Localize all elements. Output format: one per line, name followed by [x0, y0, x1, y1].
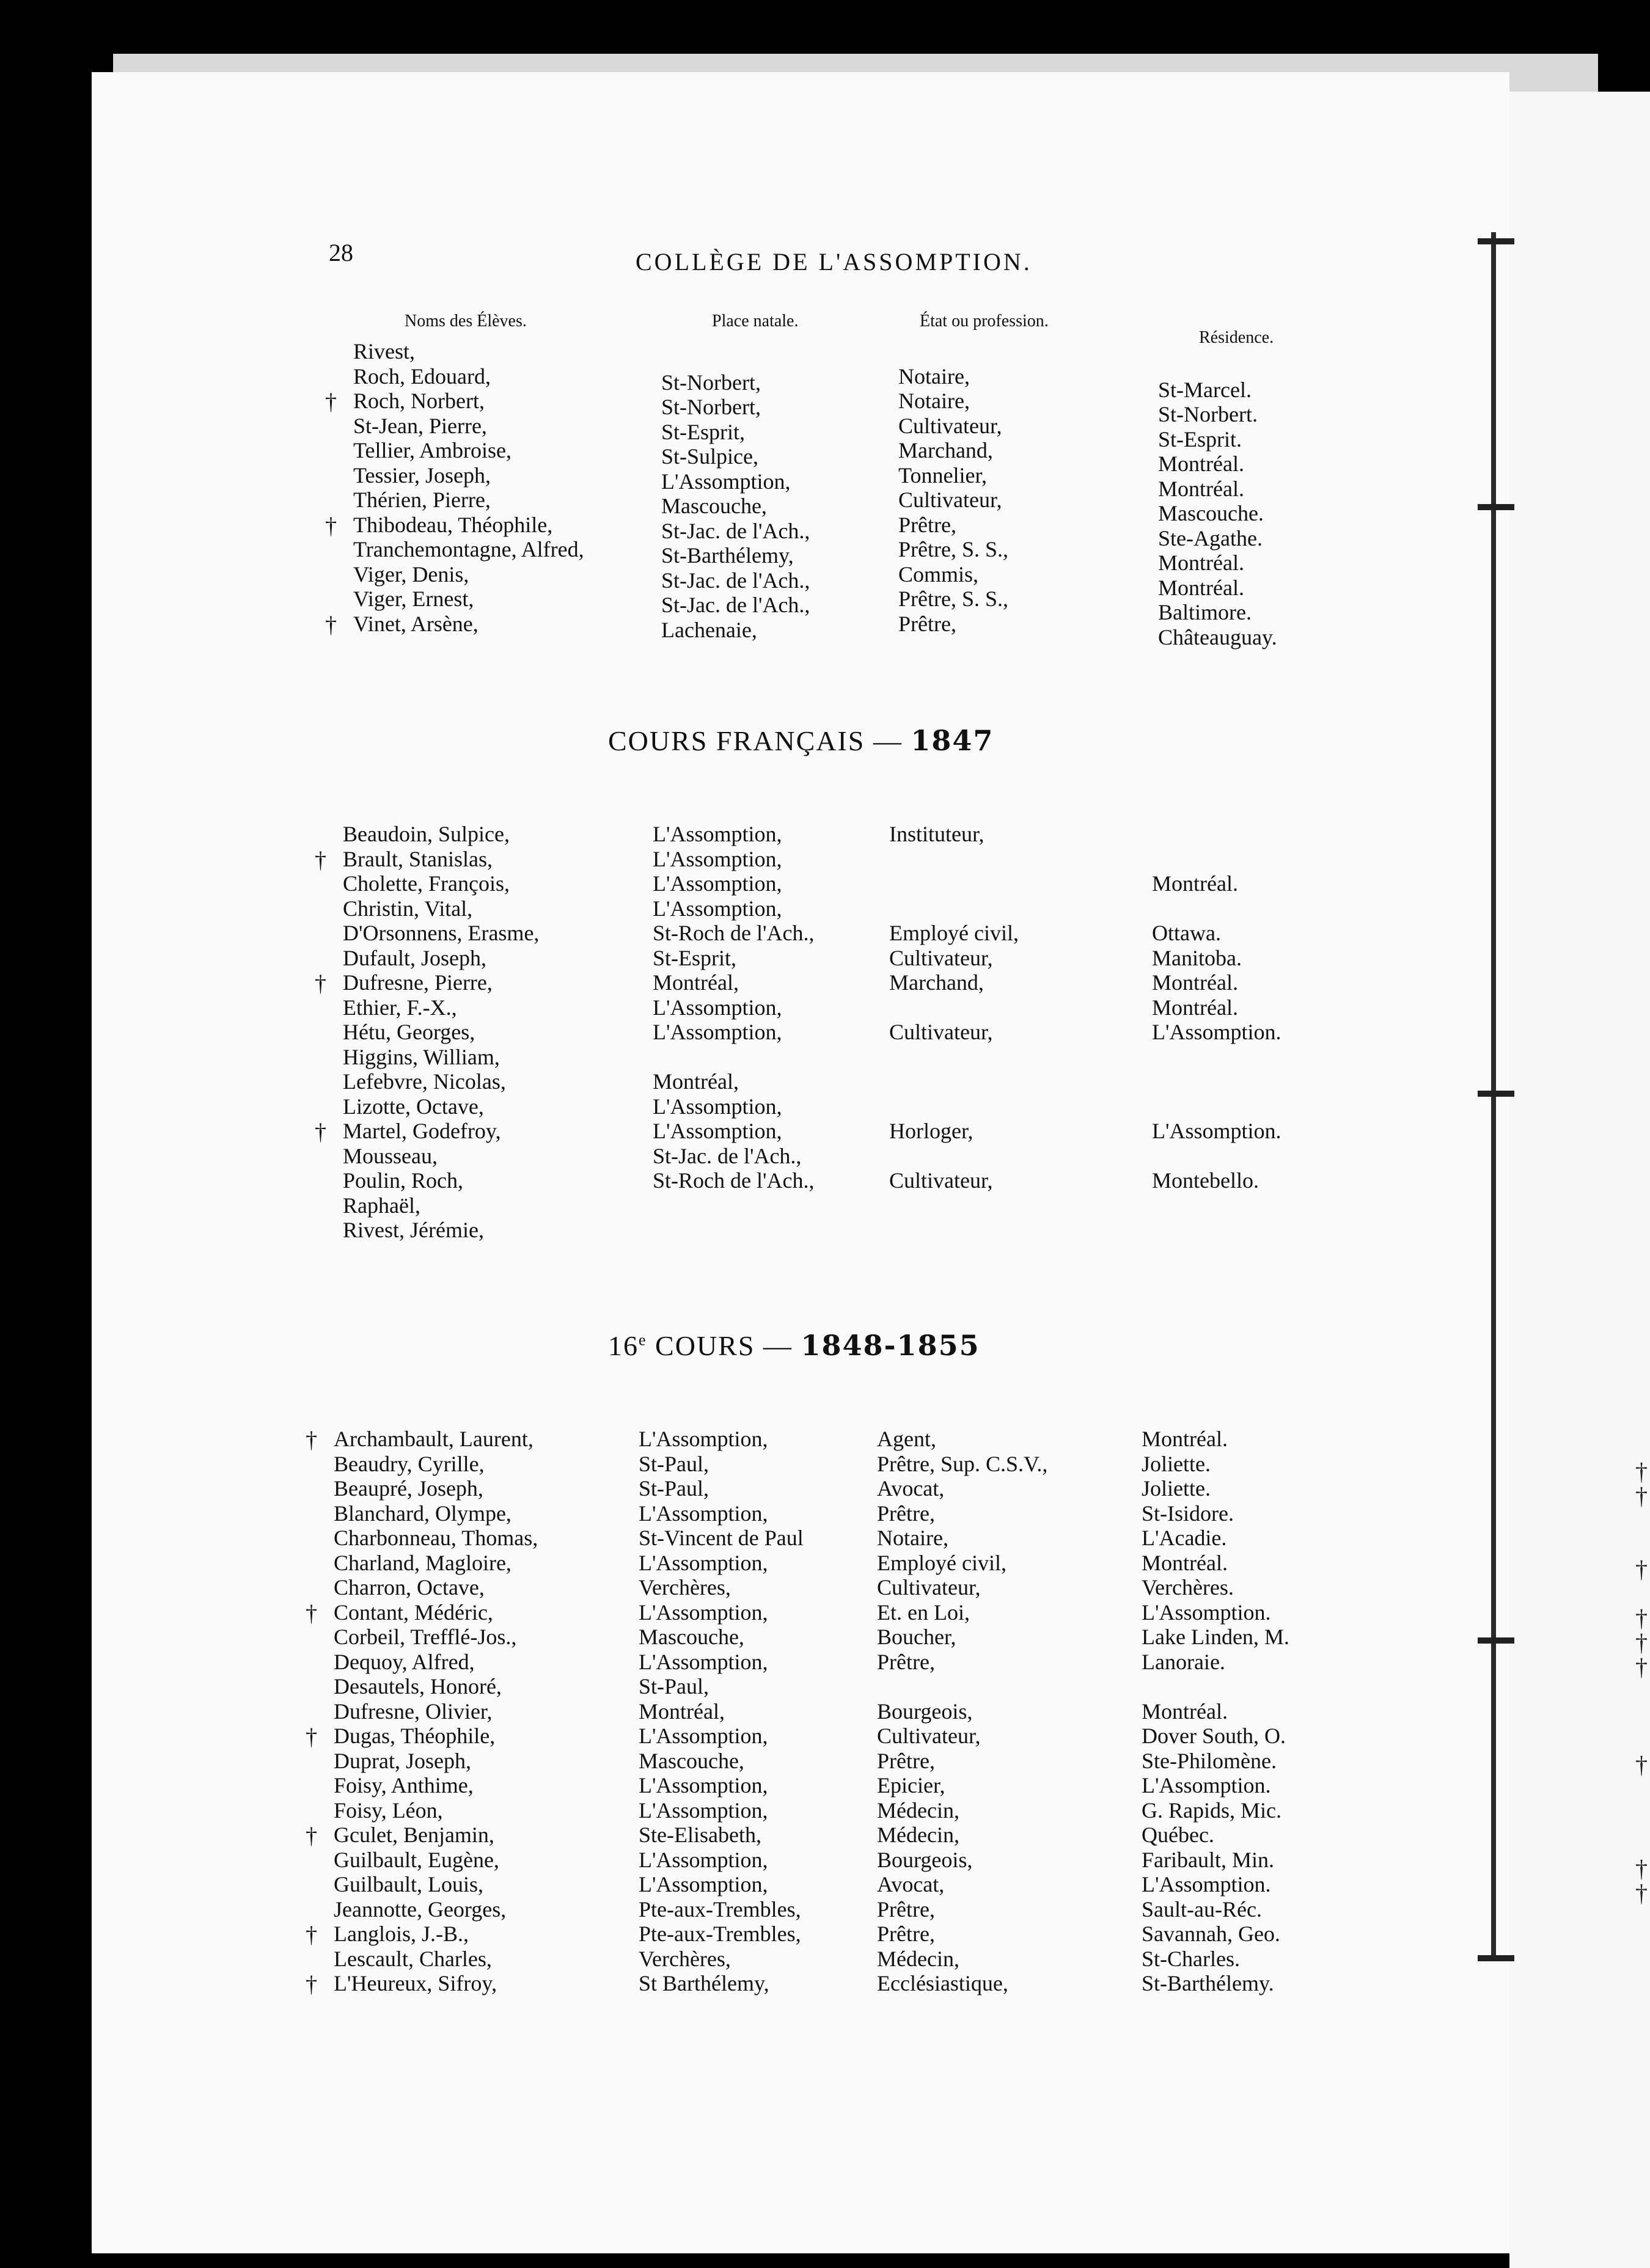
entry-dagger: † — [306, 1427, 317, 1453]
facing-page-dagger: † — [1635, 1879, 1648, 1907]
entry-residence: St-Norbert. — [1158, 402, 1258, 426]
section-title — [608, 724, 994, 757]
entry-dagger: † — [306, 1922, 317, 1948]
entry-profession: Prêtre, — [877, 1922, 935, 1946]
entry-profession: Prêtre, — [898, 512, 956, 537]
page-number: 28 — [329, 239, 353, 266]
entry-profession: Cultivateur, — [898, 413, 1002, 438]
entry-birthplace: L'Assomption, — [661, 469, 791, 494]
entry-residence: Châteauguay. — [1158, 624, 1277, 649]
entry-profession: Cultivateur, — [877, 1575, 981, 1600]
binding-mark — [1478, 1637, 1514, 1644]
entry-dagger: † — [306, 1724, 317, 1750]
entry-profession: Cultivateur, — [889, 945, 993, 970]
entry-residence: St-Charles. — [1142, 1946, 1240, 1971]
entry-name: Dufresne, Olivier, — [334, 1699, 493, 1724]
entry-birthplace: L'Assomption, — [639, 1724, 768, 1748]
entry-dagger: † — [315, 1119, 326, 1145]
entry-residence: Sault-au-Réc. — [1142, 1897, 1262, 1922]
entry-birthplace: St-Roch de l'Ach., — [653, 1168, 815, 1193]
entry-birthplace: Ste-Elisabeth, — [639, 1823, 761, 1847]
entry-residence: L'Acadie. — [1142, 1526, 1227, 1550]
column-header-birthplace: Place natale. — [712, 312, 799, 331]
entry-birthplace: L'Assomption, — [639, 1872, 768, 1897]
entry-birthplace: Pte-aux-Trembles, — [639, 1922, 801, 1946]
entry-name: Viger, Ernest, — [353, 587, 474, 611]
entry-residence: Lanoraie. — [1142, 1649, 1225, 1674]
entry-name: Vinet, Arsène, — [353, 611, 479, 636]
entry-name: Foisy, Anthime, — [334, 1773, 474, 1798]
entry-profession: Instituteur, — [889, 822, 985, 846]
entry-profession: Notaire, — [898, 389, 970, 413]
entry-residence: Joliette. — [1142, 1476, 1211, 1501]
entry-name: Lescault, Charles, — [334, 1946, 492, 1971]
binding-mark — [1478, 1091, 1514, 1097]
binding-mark — [1478, 238, 1514, 244]
entry-birthplace: L'Assomption, — [653, 1094, 782, 1119]
entry-birthplace: St-Norbert, — [661, 395, 761, 419]
section-title-superscript: e — [639, 1331, 647, 1349]
entry-profession: Cultivateur, — [898, 488, 1002, 512]
entry-profession: Employé civil, — [877, 1550, 1007, 1575]
entry-name: Christin, Vital, — [343, 896, 473, 921]
entry-birthplace: Lachenaie, — [661, 617, 757, 642]
entry-residence: Montréal. — [1158, 551, 1244, 575]
entry-residence: Mascouche. — [1158, 501, 1264, 525]
entry-name: Beaupré, Joseph, — [334, 1476, 483, 1501]
entry-birthplace: St-Barthélemy, — [661, 543, 794, 568]
entry-birthplace: L'Assomption, — [653, 871, 782, 896]
entry-name: Higgins, William, — [343, 1044, 500, 1069]
facing-page-dagger: † — [1635, 1751, 1648, 1779]
entry-birthplace: St-Jac. de l'Ach., — [661, 518, 810, 543]
entry-name: Raphaël, — [343, 1193, 420, 1218]
entry-residence: Montréal. — [1142, 1427, 1228, 1451]
section-title — [608, 1329, 980, 1362]
entry-profession: Bourgeois, — [877, 1847, 973, 1872]
entry-name: Archambault, Laurent, — [334, 1427, 534, 1451]
running-head: COLLÈGE DE L'ASSOMPTION. — [636, 248, 1032, 276]
section-title-text: COURS — — [655, 1330, 801, 1361]
entry-birthplace: Mascouche, — [639, 1625, 744, 1649]
entry-dagger: † — [306, 1600, 317, 1626]
entry-name: St-Jean, Pierre, — [353, 413, 487, 438]
section-title-number: 16 — [608, 1330, 639, 1361]
entry-birthplace: St-Paul, — [639, 1451, 710, 1476]
facing-page-dagger: † — [1635, 1653, 1648, 1681]
entry-profession: Notaire, — [877, 1526, 948, 1550]
entry-residence: Montebello. — [1152, 1168, 1259, 1193]
entry-name: Lizotte, Octave, — [343, 1094, 484, 1119]
entry-dagger: † — [306, 1972, 317, 1997]
entry-profession: Avocat, — [877, 1872, 945, 1897]
entry-profession: Notaire, — [898, 364, 970, 389]
column-header-residence: Résidence. — [1199, 328, 1274, 347]
entry-birthplace: L'Assomption, — [653, 1020, 782, 1044]
entry-name: Brault, Stanislas, — [343, 846, 493, 871]
entry-profession: Marchand, — [889, 970, 984, 995]
entry-residence: L'Assomption. — [1152, 1119, 1282, 1143]
entry-residence: St-Barthélemy. — [1142, 1971, 1274, 1995]
entry-birthplace: Verchères, — [639, 1946, 731, 1971]
entry-residence: St-Esprit. — [1158, 426, 1242, 452]
entry-name: Mousseau, — [343, 1143, 438, 1168]
entry-birthplace: Montréal, — [639, 1699, 725, 1724]
entry-name: Dugas, Théophile, — [334, 1724, 496, 1748]
entry-profession: Prêtre, S. S., — [898, 537, 1008, 562]
entry-birthplace: L'Assomption, — [639, 1773, 768, 1798]
entry-birthplace: L'Assomption, — [653, 822, 782, 846]
entry-residence: Montréal. — [1152, 970, 1238, 995]
entry-birthplace: Mascouche, — [661, 494, 767, 518]
entry-birthplace: L'Assomption, — [639, 1798, 768, 1823]
entry-birthplace: St-Jac. de l'Ach., — [661, 593, 810, 617]
entry-profession: Prêtre, S. S., — [898, 587, 1008, 611]
column-header-name: Noms des Élèves. — [405, 312, 527, 331]
entry-name: Beaudoin, Sulpice, — [343, 822, 510, 846]
entry-residence: Baltimore. — [1158, 600, 1252, 624]
entry-birthplace: L'Assomption, — [653, 896, 782, 921]
entry-birthplace: Mascouche, — [639, 1748, 744, 1773]
entry-profession: Cultivateur, — [877, 1724, 981, 1748]
entry-name: Roch, Norbert, — [353, 389, 485, 413]
entry-name: Desautels, Honoré, — [334, 1674, 502, 1699]
entry-residence: St-Marcel. — [1158, 377, 1252, 402]
entry-profession: Médecin, — [877, 1798, 959, 1823]
entry-birthplace: St-Esprit, — [661, 419, 746, 444]
entry-birthplace: L'Assomption, — [639, 1649, 768, 1674]
entry-residence: Dover South, O. — [1142, 1724, 1286, 1748]
section-title-years: 1847 — [911, 724, 994, 757]
entry-name: Cholette, François, — [343, 871, 510, 896]
binding-spine — [1491, 232, 1496, 1961]
entry-name: Guilbault, Eugène, — [334, 1847, 499, 1872]
entry-name: Hétu, Georges, — [343, 1020, 475, 1044]
entry-name: Poulin, Roch, — [343, 1168, 464, 1193]
entry-residence: Montréal. — [1142, 1699, 1228, 1724]
entry-profession: Marchand, — [898, 438, 993, 463]
entry-residence: Faribault, Min. — [1142, 1847, 1274, 1872]
entry-birthplace: St-Jac. de l'Ach., — [661, 568, 810, 593]
entry-residence: Ste-Agathe. — [1158, 525, 1263, 551]
entry-birthplace: St-Paul, — [639, 1476, 710, 1501]
entry-name: Viger, Denis, — [353, 562, 469, 587]
entry-name: Charland, Magloire, — [334, 1550, 512, 1575]
entry-profession: Prêtre, — [877, 1649, 935, 1674]
entry-residence: L'Assomption. — [1142, 1872, 1271, 1897]
entry-name: Roch, Edouard, — [353, 364, 491, 389]
entry-residence: Montréal. — [1158, 575, 1244, 600]
facing-page-dagger: † — [1635, 1556, 1648, 1583]
entry-residence: L'Assomption. — [1142, 1773, 1271, 1798]
entry-profession: Médecin, — [877, 1946, 959, 1971]
entry-name: Corbeil, Trefflé-Jos., — [334, 1625, 517, 1649]
entry-profession: Prêtre, — [877, 1897, 935, 1922]
entry-birthplace: St Barthélemy, — [639, 1971, 769, 1995]
entry-profession: Tonnelier, — [898, 463, 987, 488]
entry-name: Thérien, Pierre, — [353, 488, 491, 512]
entry-residence: Montréal. — [1152, 995, 1238, 1020]
entry-profession: Prêtre, — [877, 1501, 935, 1526]
entry-profession: Cultivateur, — [889, 1168, 993, 1193]
entry-dagger: † — [325, 513, 337, 539]
facing-page-dagger: † — [1635, 1458, 1648, 1485]
entry-name: Blanchard, Olympe, — [334, 1501, 512, 1526]
binding-mark — [1478, 504, 1514, 510]
entry-profession: Médecin, — [877, 1823, 959, 1847]
entry-birthplace: L'Assomption, — [653, 995, 782, 1020]
entry-residence: Verchères. — [1142, 1575, 1234, 1600]
facing-page-dagger: † — [1635, 1855, 1648, 1882]
entry-profession: Avocat, — [877, 1476, 945, 1501]
facing-page-dagger: † — [1635, 1604, 1648, 1632]
entry-birthplace: St-Norbert, — [661, 370, 761, 395]
entry-birthplace: L'Assomption, — [653, 846, 782, 871]
entry-name: Jeannotte, Georges, — [334, 1897, 507, 1922]
entry-name: Tranchemontagne, Alfred, — [353, 537, 584, 562]
entry-birthplace: St-Vincent de Paul — [639, 1526, 804, 1550]
entry-name: Foisy, Léon, — [334, 1798, 443, 1823]
entry-birthplace: Pte-aux-Trembles, — [639, 1897, 801, 1922]
entry-birthplace: Montréal, — [653, 1069, 739, 1094]
entry-name: Martel, Godefroy, — [343, 1119, 501, 1143]
entry-name: Lefebvre, Nicolas, — [343, 1069, 506, 1094]
section-title-years: 1848-1855 — [801, 1329, 980, 1362]
entry-birthplace: L'Assomption, — [639, 1550, 768, 1575]
entry-birthplace: St-Sulpice, — [661, 444, 758, 469]
entry-residence: Montréal. — [1158, 476, 1244, 501]
entry-residence: Manitoba. — [1152, 945, 1242, 970]
entry-birthplace: L'Assomption, — [639, 1427, 768, 1451]
entry-profession: Commis, — [898, 562, 979, 587]
entry-profession: Prêtre, — [877, 1748, 935, 1773]
entry-name: Duprat, Joseph, — [334, 1748, 471, 1773]
entry-name: Rivest, — [353, 339, 416, 364]
entry-residence: Québec. — [1142, 1823, 1214, 1847]
entry-profession: Horloger, — [889, 1119, 974, 1143]
entry-name: Guilbault, Louis, — [334, 1872, 483, 1897]
entry-residence: Ste-Philomène. — [1142, 1748, 1277, 1773]
entry-birthplace: St-Paul, — [639, 1674, 710, 1699]
entry-residence: L'Assomption. — [1142, 1600, 1271, 1625]
facing-page-dagger: † — [1635, 1482, 1648, 1510]
entry-name: Beaudry, Cyrille, — [334, 1451, 485, 1476]
facing-page-edge — [1509, 92, 1650, 2268]
entry-dagger: † — [325, 389, 337, 415]
entry-profession: Agent, — [877, 1427, 936, 1451]
section-title-text: COURS FRANÇAIS — — [608, 725, 911, 756]
entry-name: Langlois, J.-B., — [334, 1922, 469, 1946]
entry-residence: Ottawa. — [1152, 921, 1221, 945]
entry-residence: Joliette. — [1142, 1451, 1211, 1476]
entry-name: Dequoy, Alfred, — [334, 1649, 475, 1674]
entry-name: Tellier, Ambroise, — [353, 438, 512, 463]
entry-residence: Lake Linden, M. — [1142, 1625, 1289, 1649]
entry-dagger: † — [325, 612, 337, 638]
entry-residence: Montréal. — [1142, 1550, 1228, 1575]
entry-residence: L'Assomption. — [1152, 1020, 1282, 1044]
entry-birthplace: St-Esprit, — [653, 945, 737, 970]
binding-mark — [1478, 1955, 1514, 1961]
entry-name: Rivest, Jérémie, — [343, 1218, 484, 1242]
entry-profession: Employé civil, — [889, 921, 1019, 945]
entry-birthplace: L'Assomption, — [639, 1600, 768, 1625]
entry-name: Contant, Médéric, — [334, 1600, 493, 1625]
entry-profession: Et. en Loi, — [877, 1600, 970, 1625]
entry-name: Dufault, Joseph, — [343, 945, 486, 970]
entry-name: Ethier, F.-X., — [343, 995, 457, 1020]
entry-birthplace: Montréal, — [653, 970, 739, 995]
entry-profession: Prêtre, — [898, 611, 956, 636]
entry-profession: Ecclésiastique, — [877, 1971, 1008, 1995]
entry-profession: Prêtre, Sup. C.S.V., — [877, 1451, 1048, 1476]
entry-birthplace: L'Assomption, — [639, 1847, 768, 1872]
entry-dagger: † — [315, 847, 326, 873]
entry-name: Charbonneau, Thomas, — [334, 1526, 538, 1550]
entry-residence: Montréal. — [1158, 452, 1244, 476]
facing-page-dagger: † — [1635, 1629, 1648, 1656]
entry-name: L'Heureux, Sifroy, — [334, 1971, 497, 1995]
entry-birthplace: Verchères, — [639, 1575, 731, 1600]
entry-residence: Montréal. — [1152, 871, 1238, 896]
entry-profession: Boucher, — [877, 1625, 956, 1649]
entry-name: D'Orsonnens, Erasme, — [343, 921, 540, 945]
entry-birthplace: St-Jac. de l'Ach., — [653, 1143, 802, 1168]
entry-profession: Cultivateur, — [889, 1020, 993, 1044]
entry-name: Thibodeau, Théophile, — [353, 512, 553, 537]
entry-birthplace: St-Roch de l'Ach., — [653, 921, 815, 945]
entry-profession: Epicier, — [877, 1773, 945, 1798]
entry-name: Gculet, Benjamin, — [334, 1823, 494, 1847]
entry-name: Charron, Octave, — [334, 1575, 485, 1600]
entry-dagger: † — [306, 1823, 317, 1849]
entry-name: Tessier, Joseph, — [353, 463, 491, 488]
entry-name: Dufresne, Pierre, — [343, 970, 493, 995]
entry-birthplace: L'Assomption, — [653, 1119, 782, 1143]
entry-residence: Savannah, Geo. — [1142, 1922, 1280, 1946]
entry-dagger: † — [315, 971, 326, 997]
column-header-profession: État ou profession. — [920, 312, 1049, 331]
entry-residence: St-Isidore. — [1142, 1501, 1234, 1526]
entry-birthplace: L'Assomption, — [639, 1501, 768, 1526]
entry-profession: Bourgeois, — [877, 1699, 973, 1724]
entry-residence: G. Rapids, Mic. — [1142, 1798, 1282, 1823]
